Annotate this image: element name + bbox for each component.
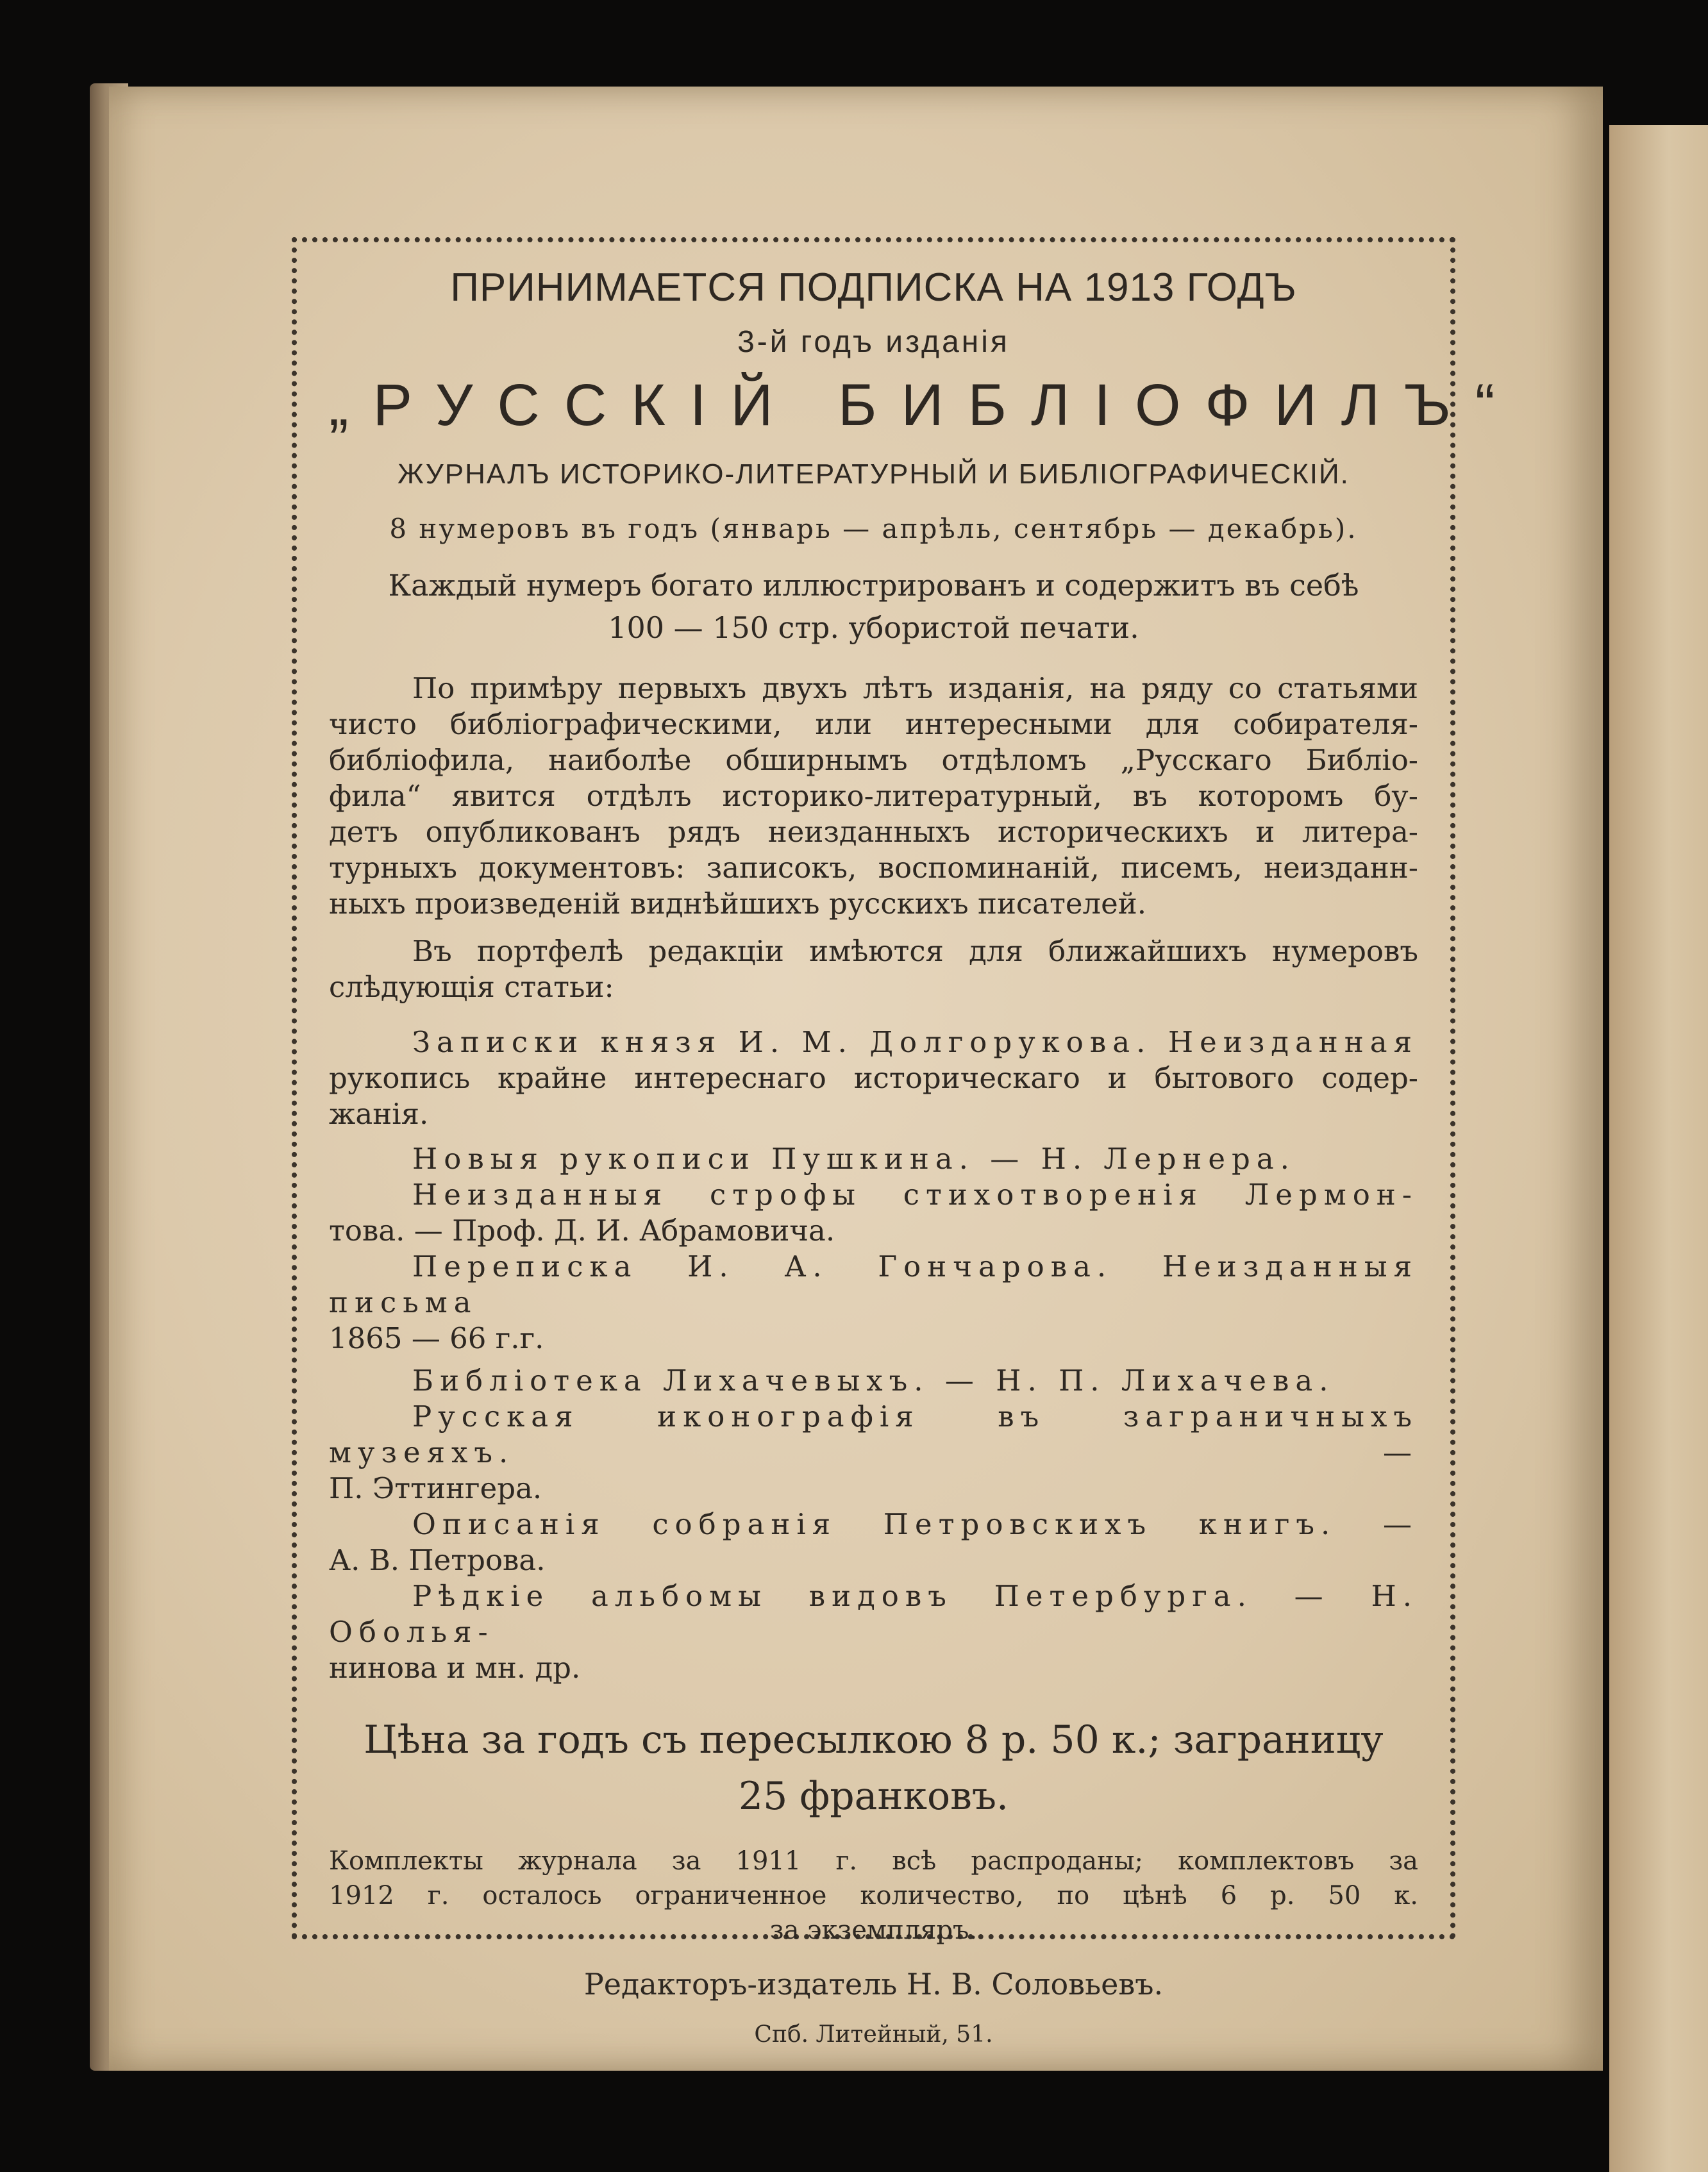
price-block <box>329 1712 1418 1825</box>
article-item-cont: рукопись крайне интереснаго историческаго и бытового содер- <box>329 1061 1418 1095</box>
subscription-heading: ПРИНИМАЕТСЯ ПОДПИСКА НА 1913 ГОДЪ <box>450 265 1297 310</box>
journal-title: „РУССКІЙ БИБЛІОФИЛЪ“ <box>329 372 1520 438</box>
article-item: Записки князя И. М. Долгорукова. Неизданная <box>412 1025 1418 1059</box>
intro-line: детъ опубликованъ рядъ неизданныхъ историческихъ и литера- <box>329 815 1418 849</box>
sets-line: Комплекты журнала за 1911 г. всѣ распроданы; комплектовъ за <box>329 1846 1418 1876</box>
ad-content <box>329 265 1520 2048</box>
article-item-cont: нинова и мн. др. <box>329 1651 581 1685</box>
article-item: Неизданныя строфы стихотворенія Лермон- <box>412 1178 1418 1212</box>
year-of-issue: 3-й годъ изданія <box>737 325 1010 359</box>
article-item-cont: жанія. <box>329 1097 429 1131</box>
sets-block <box>329 1844 1418 1948</box>
article-item-cont: П. Эттингера. <box>329 1471 542 1505</box>
article-item-cont: това. — Проф. Д. И. Абрамовича. <box>329 1214 835 1248</box>
price-line: Цѣна за годъ съ пересылкою 8 р. 50 к.; заграницу <box>364 1717 1384 1762</box>
subscription-ad-frame <box>292 237 1520 2048</box>
article-item: Описанія собранія Петровскихъ книгъ. — <box>412 1507 1418 1541</box>
article-list <box>329 1024 1418 1686</box>
sets-line: 1912 г. осталось ограниченное количество, по цѣнѣ 6 р. 50 к. <box>329 1881 1418 1910</box>
intro-line: ныхъ произведеній виднѣйшихъ русскихъ писателей. <box>329 887 1147 921</box>
portfolio-line: слѣдующія статьи: <box>329 970 614 1004</box>
facing-page-edge <box>1609 125 1708 2172</box>
intro-line: чисто библіографическими, или интересными для собирателя- <box>329 707 1418 741</box>
intro-line: библіофила, наиболѣе обширнымъ отдѣломъ „Русскаго Библіо- <box>329 743 1418 777</box>
portfolio-paragraph <box>329 933 1418 1005</box>
publisher-address: Спб. Литейный, 51. <box>754 2021 993 2048</box>
sets-line: за экземпляръ. <box>769 1916 978 1945</box>
article-item: Рѣдкіе альбомы видовъ Петербурга. — Н. Оболья- <box>329 1579 1418 1649</box>
intro-line: турныхъ документовъ: записокъ, воспоминаній, писемъ, неизданн- <box>329 851 1418 885</box>
price-line: 25 франковъ. <box>738 1774 1009 1819</box>
article-item-cont: 1865 — 66 г.г. <box>329 1321 544 1355</box>
article-item: Библіотека Лихачевыхъ. — Н. П. Лихачева. <box>412 1364 1335 1398</box>
intro-paragraph <box>329 671 1418 922</box>
illustrated-block <box>329 564 1418 649</box>
illustrated-line: 100 — 150 стр. убористой печати. <box>608 610 1139 645</box>
portfolio-line: Въ портфелѣ редакціи имѣются для ближайшихъ нумеровъ <box>412 934 1418 968</box>
journal-description: ЖУРНАЛЪ ИСТОРИКО-ЛИТЕРАТУРНЫЙ И БИБЛІОГРАФИЧЕСКІЙ. <box>398 458 1350 490</box>
article-item: Переписка И. А. Гончарова. Неизданныя письма <box>329 1249 1418 1319</box>
issues-per-year: 8 нумеровъ въ годъ (январь — апрѣль, сентябрь — декабрь). <box>389 513 1358 544</box>
editor-publisher: Редакторъ-издатель Н. В. Соловьевъ. <box>583 1967 1164 2001</box>
intro-line: фила“ явится отдѣлъ историко-литературный, въ которомъ бу- <box>329 779 1418 813</box>
article-item: Русская иконографія въ заграничныхъ музеяхъ. — <box>329 1399 1418 1469</box>
article-item: Новыя рукописи Пушкина. — Н. Лернера. <box>412 1142 1296 1176</box>
article-item-cont: А. В. Петрова. <box>329 1543 546 1577</box>
illustrated-line: Каждый нумеръ богато иллюстрированъ и содержитъ въ себѣ <box>388 568 1359 603</box>
intro-line: По примѣру первыхъ двухъ лѣтъ изданія, на ряду со статьями <box>412 671 1418 705</box>
